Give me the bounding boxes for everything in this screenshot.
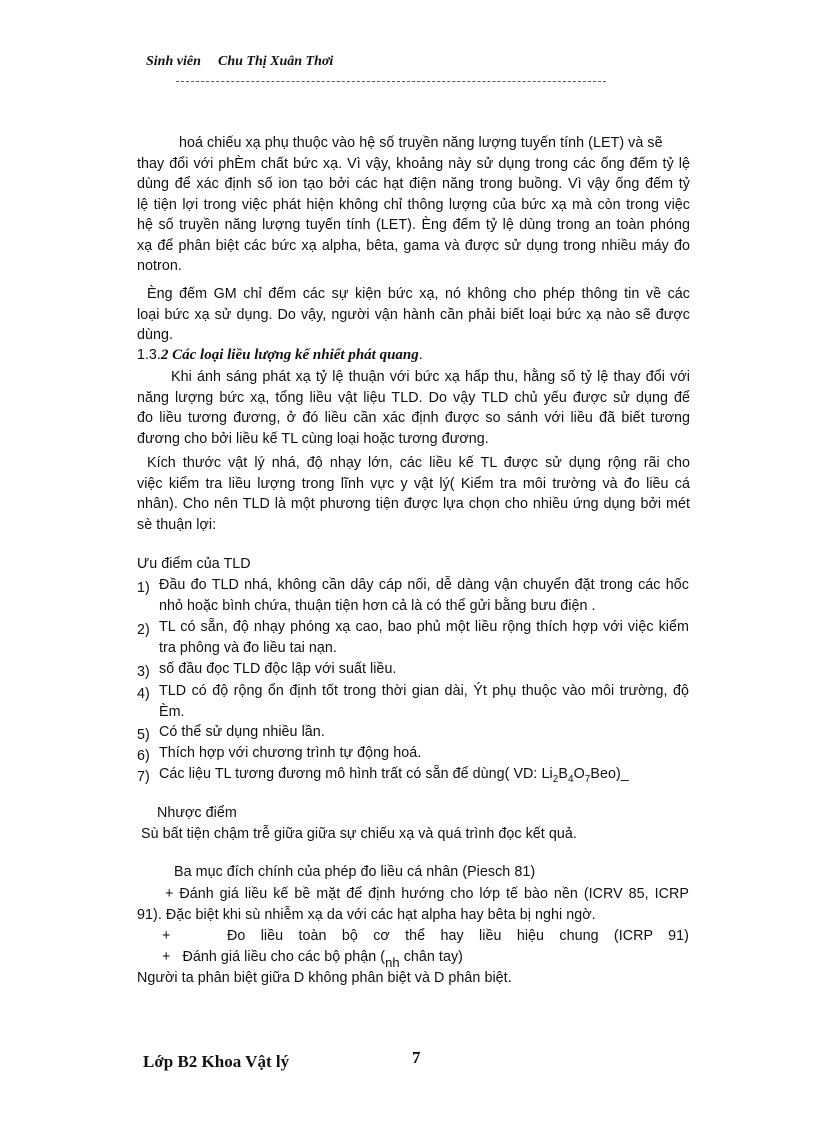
list-item (159, 722, 689, 743)
purposes-title: Ba mục đích chính của phép đo liều cá nhân (Piesch 81) (174, 864, 536, 880)
text-line: sè thuận lợi: (137, 516, 217, 533)
list-item (159, 575, 689, 616)
list-number: 1) (137, 580, 150, 596)
text-line: đo liều tương đương, ở đó liều cần xác định được so sánh với liều đã biết tương (137, 410, 690, 426)
formula-tail: Beo)_ (590, 766, 629, 782)
section-title: 2 Các loại liều lượng kế nhiết phát quang (160, 347, 419, 363)
header-label: Sinh viên (146, 54, 201, 69)
list-number: 6) (137, 748, 150, 764)
list-number: 7) (137, 769, 150, 785)
text-line: dùng để xác định số ion tạo bởi các hạt điện năng trong buồng. Vì vậy ống đếm tỷ (137, 176, 690, 192)
text-line: dùng. (137, 327, 174, 343)
text-line: Kích thước vật lý nhá, độ nhạy lớn, các liều kế TL được sử dụng rộng rãi cho (147, 455, 690, 471)
list-item-text: tra phông và đo liều tai nạn. (159, 639, 337, 656)
list-item (159, 659, 689, 680)
list-item-text: TLD có độ rộng ổn định tốt trong thời gian dài, Ýt phụ thuộc vào môi trường, độ (159, 683, 689, 699)
header-author-name: Chu Thị Xuân Thơi (218, 54, 334, 69)
text-line: nhân). Cho nên TLD là một phương tiện được lựa chọn cho nhiều ứng dụng bởi mét (137, 496, 690, 512)
purpose-item (137, 884, 689, 925)
list-item (159, 617, 689, 658)
section-heading (137, 346, 423, 364)
purpose-item (227, 926, 689, 947)
text-line: Đo liều toàn bộ cơ thể hay liều hiệu chung (ICRP 91) (227, 928, 689, 944)
paragraph-let (137, 133, 690, 277)
text-line: việc kiểm tra liều lượng trong lĩnh vực y vật lý( Kiểm tra môi trường và đo liều cá (137, 475, 690, 492)
paragraph-tld (137, 367, 690, 449)
list-item-text: nhỏ hoặc bình chứa, thuận tiện hơn cả là có thể gửi bằng bưu điện . (159, 597, 596, 614)
formula-part: O (573, 766, 585, 782)
header-divider (176, 81, 606, 82)
list-item-text: Thích hợp với chương trình tự động hoá. (159, 745, 422, 761)
purpose-plus: + (162, 949, 171, 965)
list-item-text: Có thể sử dụng nhiều lần. (159, 724, 325, 740)
text-line: Èng đếm GM chỉ đếm các sự kiện bức xạ, nó không cho phép thông tin về các (147, 286, 690, 302)
list-number: 5) (137, 727, 150, 743)
text-line: hệ số truyền năng lượng tuyến tính (LET). Èng đếm tỷ lệ dùng trong an toàn phóng (137, 217, 690, 233)
text-line: hoá chiếu xạ phụ thuộc vào hệ số truyền năng lượng tuyến tính (LET) và sẽ (179, 135, 663, 151)
footer-class-label: Lớp B2 Khoa Vật lý (143, 1052, 290, 1071)
subscript: nh (385, 955, 400, 970)
text-line: lệ tiện lợi trong việc phát hiện không chỉ thông lượng của bức xạ mà còn trong việc (137, 196, 690, 213)
disadvantages-text: Sù bất tiện chậm trễ giữa giữa sự chiếu xạ và quá trình đọc kết quả. (141, 826, 577, 842)
subscript: 4 (567, 774, 574, 785)
text-line: xạ để phân biệt các bức xạ alpha, bêta, gama và được sử dụng trong nhiều máy đo (137, 237, 690, 254)
list-item-text: số đầu đọc TLD độc lập với suất liều. (159, 661, 397, 677)
paragraph-usage (137, 453, 690, 535)
list-item-text: Các liệu TL tương đương mô hình trất có sẵn để dùng( VD: Li (159, 766, 553, 782)
list-number: 2) (137, 622, 150, 638)
closing-text: Người ta phân biệt giữa D không phân biệt và D phân biệt. (137, 970, 512, 986)
formula-part: B (558, 766, 568, 782)
text-line: chân tay) (399, 949, 463, 965)
text-line: năng lượng bức xạ, tổng liều vật liệu TLD. Do vậy TLD chủ yếu được sử dụng để (137, 389, 690, 406)
text-line: + Đánh giá liều kế bề mặt để định hướng cho lớp tế bào nền (ICRV 85, ICRP (165, 886, 689, 902)
subscript: 7 (584, 774, 591, 785)
advantages-title: Ưu điểm của TLD (137, 556, 251, 572)
disadvantages-title: Nhược điểm (157, 805, 237, 821)
purpose-item (162, 947, 463, 968)
text-line: Khi ánh sáng phát xạ tỷ lệ thuận với bức xạ hấp thu, hằng số tỷ lệ thay đổi với (171, 369, 690, 385)
list-number: 3) (137, 664, 150, 680)
section-number: 1.3. (137, 347, 161, 363)
list-item (159, 681, 689, 722)
section-dot: . (418, 347, 423, 363)
text-line: 91). Đặc biệt khi sù nhiễm xạ da với các hạt alpha hay bêta bị nghi ngờ. (137, 906, 596, 923)
list-item (159, 764, 629, 785)
text-line: đương cho bởi liều kế TL cùng loại hoặc tương đương. (137, 430, 489, 447)
text-line: thay đổi với phÈm chất bức xạ. Vì vậy, khoảng này sử dụng trong các ống đếm tỷ lệ (137, 155, 690, 172)
list-item (159, 743, 689, 764)
page-number: 7 (412, 1048, 421, 1067)
list-item-text: Đầu đo TLD nhá, không cần dây cáp nối, dễ dàng vận chuyển đặt trong các hốc (159, 577, 689, 593)
paragraph-gm (137, 284, 690, 346)
text-line: Đánh giá liều cho các bộ phận ( (182, 949, 386, 965)
list-item-text: TL có sẵn, độ nhạy phóng xạ cao, bao phủ một liều rộng thích hợp với việc kiểm (159, 619, 689, 635)
subscript: 2 (552, 774, 559, 785)
text-line: notron. (137, 258, 182, 274)
purpose-plus: + (162, 928, 171, 944)
text-line: loại bức xạ sử dụng. Do vậy, người vận hành cần phải biết loại bức xạ nào sẽ được (137, 306, 690, 323)
list-number: 4) (137, 686, 150, 702)
list-item-text: Èm. (159, 703, 185, 720)
